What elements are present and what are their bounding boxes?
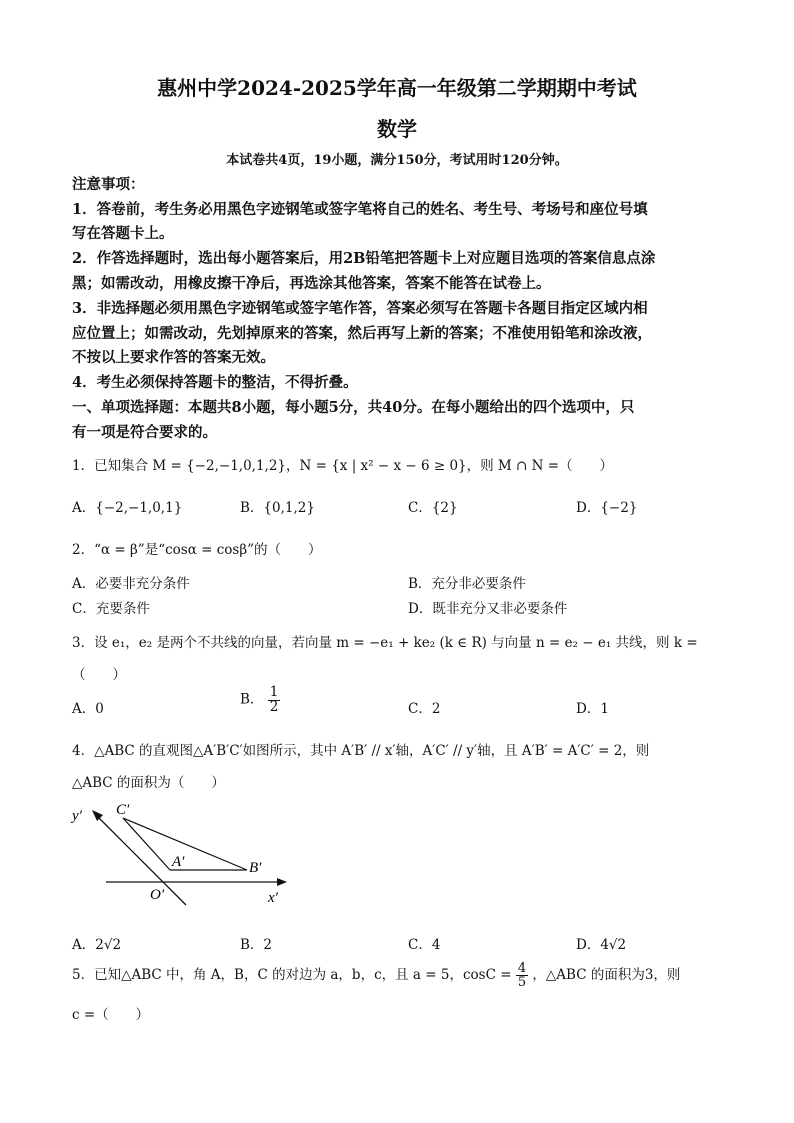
q4-option-a: A．2√2 bbox=[72, 937, 122, 953]
q5-stem-part-2: ，△ABC 的面积为3，则 bbox=[532, 967, 681, 983]
q1-stem: 1．已知集合 M = {−2,−1,0,1,2}，N = {x | x² − x − 6 ≥ 0}，则 M ∩ N =（ ） bbox=[72, 458, 614, 474]
q4-option-b: B．2 bbox=[240, 937, 273, 953]
q5-stem-part-1: 5．已知△ABC 中，角 A，B，C 的对边为 a，b，c，且 a = 5，cosC = bbox=[72, 967, 512, 983]
edge-c-b bbox=[123, 818, 247, 870]
q3-option-c: C．2 bbox=[408, 701, 441, 717]
q5-stem-line-2: c =（ ） bbox=[72, 1007, 150, 1023]
q4-stem-line-2: △ABC 的面积为（ ） bbox=[72, 775, 225, 791]
q5-cos-numerator: 4 bbox=[517, 961, 527, 976]
q2-option-d: D．既非充分又非必要条件 bbox=[408, 601, 568, 617]
q1-option-d: D．{−2} bbox=[576, 500, 638, 516]
q2-option-b: B．充分非必要条件 bbox=[408, 576, 526, 592]
q3-option-b bbox=[240, 686, 280, 714]
note-4: 4．考生必须保持答题卡的整洁，不得折叠。 bbox=[72, 374, 358, 391]
x-axis-arrowhead bbox=[277, 878, 287, 886]
q3-option-d: D．1 bbox=[576, 701, 609, 717]
q4-oblique-diagram bbox=[66, 798, 296, 916]
note-2-line-2: 黑；如需改动，用橡皮擦干净后，再选涂其他答案，答案不能答在试卷上。 bbox=[72, 275, 551, 292]
label-a-prime: A′ bbox=[172, 854, 185, 870]
q4-option-d: D．4√2 bbox=[576, 937, 627, 953]
exam-title: 惠州中学2024-2025学年高一年级第二学期期中考试 bbox=[157, 76, 637, 100]
q2-stem: 2．“α = β”是“cosα = cosβ”的（ ） bbox=[72, 542, 322, 558]
label-b-prime: B′ bbox=[249, 860, 262, 876]
label-y-axis: y′ bbox=[72, 808, 82, 824]
q3-option-b-prefix: B． bbox=[240, 691, 264, 708]
q3-option-b-numerator: 1 bbox=[269, 684, 279, 700]
q5-cos-denominator: 5 bbox=[517, 975, 527, 990]
note-3-line-3: 不按以上要求作答的答案无效。 bbox=[72, 349, 275, 366]
q2-option-c: C．充要条件 bbox=[72, 601, 150, 617]
label-o-prime: O′ bbox=[150, 887, 165, 903]
edge-c-a bbox=[123, 818, 170, 870]
q4-stem-line-1: 4．△ABC 的直观图△A′B′C′如图所示，其中 A′B′ // x′轴，A′C′ // y′轴，且 A′B′ = A′C′ = 2，则 bbox=[72, 743, 650, 759]
note-1-line-1: 1．答卷前，考生务必用黑色字迹钢笔或签字笔将自己的姓名、考生号、考场号和座位号填 bbox=[72, 201, 648, 218]
note-1-line-2: 写在答题卡上。 bbox=[72, 225, 174, 242]
section-1-heading-line-1: 一、单项选择题：本题共8小题，每小题5分，共40分。在每小题给出的四个选项中，只 bbox=[72, 399, 635, 416]
q1-option-b: B．{0,1,2} bbox=[240, 500, 315, 516]
label-c-prime: C′ bbox=[116, 802, 130, 818]
exam-summary: 本试卷共4页，19小题，满分150分，考试用时120分钟。 bbox=[226, 153, 568, 168]
section-1-heading-line-2: 有一项是符合要求的。 bbox=[72, 424, 217, 441]
q3-option-b-denominator: 2 bbox=[269, 698, 279, 715]
q3-paren: （ ） bbox=[72, 667, 126, 683]
q3-option-b-fraction bbox=[268, 686, 281, 714]
q3-option-a: A．0 bbox=[72, 701, 104, 717]
q1-option-c: C．{2} bbox=[408, 500, 458, 516]
q4-option-c: C．4 bbox=[408, 937, 441, 953]
notes-heading: 注意事项： bbox=[72, 176, 145, 193]
y-axis-arrowhead bbox=[92, 810, 103, 821]
note-3-line-2: 应位置上；如需改动，先划掉原来的答案，然后再写上新的答案；不准使用铅笔和涂改液， bbox=[72, 325, 652, 342]
note-3-line-1: 3．非选择题必须用黑色字迹钢笔或签字笔作答，答案必须写在答题卡各题目指定区域内相 bbox=[72, 300, 648, 317]
exam-subject: 数学 bbox=[377, 117, 417, 141]
label-x-axis: x′ bbox=[268, 890, 278, 906]
q2-option-a: A．必要非充分条件 bbox=[72, 576, 190, 592]
q5-cos-fraction bbox=[516, 962, 528, 989]
q1-option-a: A．{−2,−1,0,1} bbox=[72, 500, 183, 516]
q3-stem: 3．设 e₁，e₂ 是两个不共线的向量，若向量 m = −e₁ + ke₂ (k ∈ R) 与向量 n = e₂ − e₁ 共线，则 k = bbox=[72, 635, 698, 651]
note-2-line-1: 2．作答选择题时，选出每小题答案后，用2B铅笔把答题卡上对应题目选项的答案信息点涂 bbox=[72, 250, 656, 267]
q5-stem-line-1 bbox=[72, 962, 732, 989]
